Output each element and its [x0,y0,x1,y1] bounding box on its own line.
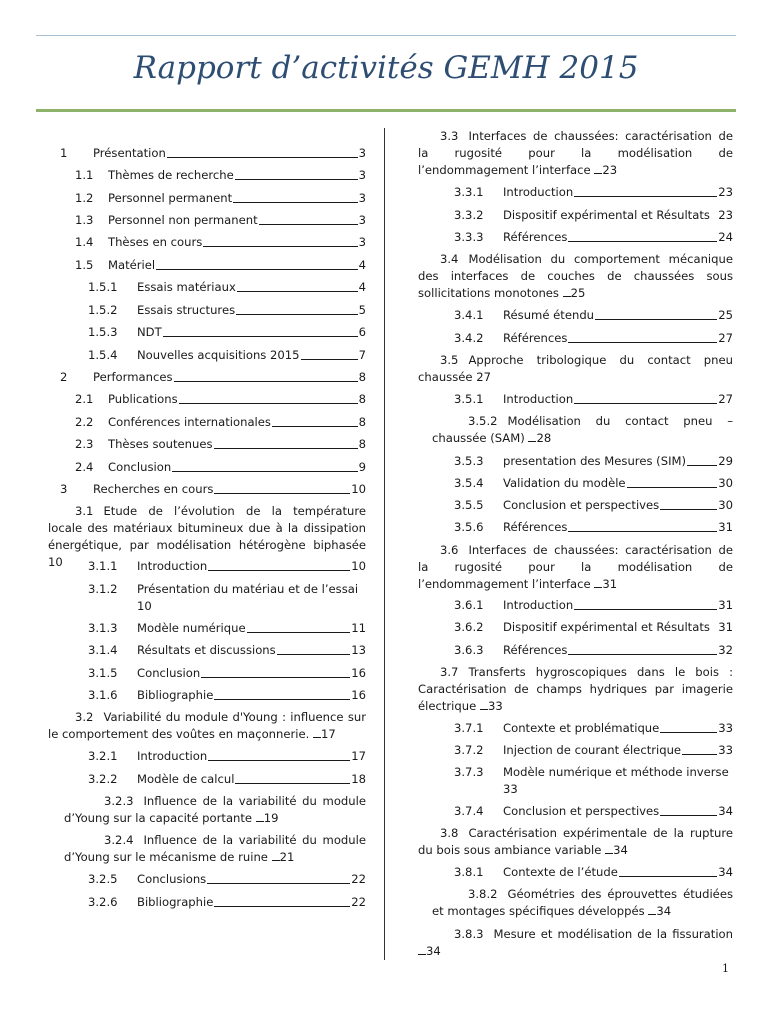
toc-page: 4 [358,280,366,294]
toc-label: Conclusion [108,460,172,474]
toc-leader [480,708,488,710]
toc-number: 3.1.4 [88,643,118,657]
toc-page: 18 [351,772,366,786]
toc-entry[interactable] [48,832,366,866]
toc-page: 27 [718,392,733,406]
toc-label: Références [503,643,568,657]
toc-entry[interactable] [418,475,733,492]
page-number: 1 [722,962,729,975]
toc-number: 3.5.5 [454,498,484,512]
toc-number: 3.5.2 [468,414,498,428]
toc-leader [172,471,357,472]
toc-page: 7 [358,348,366,362]
toc-number: 2.4 [75,460,94,474]
toc-number: 3.7.4 [454,804,484,818]
toc-leader [208,570,350,571]
toc-page: 34 [718,804,733,818]
toc-leader [235,179,358,180]
toc-page: 33 [503,782,518,796]
toc-label: Injection de courant électrique [503,743,682,757]
toc-number: 3 [60,482,68,496]
toc-number: 3.8 [440,826,459,840]
toc-number: 3.3 [440,129,459,143]
toc-label: Nouvelles acquisitions 2015 [137,348,300,362]
toc-page: 24 [718,230,733,244]
toc-label: Références [503,331,568,345]
toc-number: 1 [60,146,68,160]
toc-leader [156,269,357,270]
toc-leader [163,336,358,337]
toc-label: Publications [108,392,178,406]
toc-entry[interactable] [418,519,733,536]
toc-page: 17 [320,727,336,741]
toc-leader [682,754,717,755]
toc-number: 3.6.3 [454,643,484,657]
toc-label: Conclusion et perspectives [503,498,660,512]
toc-leader [418,953,426,955]
toc-entry[interactable] [418,542,733,593]
toc-page: 8 [358,415,366,429]
toc-number: 3.7.3 [454,765,484,779]
toc-label: Interfaces de chaussées: caractérisation de la rugosité pour la modélisation de l’endommagement l’interface [418,543,733,591]
toc-entry[interactable] [418,352,733,386]
toc-entry[interactable] [48,481,366,498]
toc-page: 32 [718,643,733,657]
toc-entry[interactable] [418,642,733,659]
toc-leader [660,509,717,510]
toc-page: 4 [358,258,366,272]
toc-number: 3.8.3 [454,927,484,941]
toc-page: 31 [718,620,733,634]
toc-page: 23 [718,208,733,222]
toc-page: 19 [263,811,279,825]
toc-label: Personnel permanent [108,191,233,205]
toc-number: 1.3 [75,213,94,227]
toc-leader [179,403,358,404]
toc-page: 22 [351,872,366,886]
toc-label: Influence de la variabilité du module d’Young sur le mécanisme de ruine [64,833,366,864]
toc-page: 16 [351,666,366,680]
toc-page: 30 [718,498,733,512]
toc-label: Recherches en cours [93,482,214,496]
toc-label: Transferts hygroscopiques dans le bois : Caractérisation de champs hydriques par imagerie électrique [418,665,733,713]
toc-label: Approche tribologique du contact pneu chaussée [418,353,733,384]
toc-entry[interactable] [48,391,366,408]
toc-entry[interactable] [418,330,733,347]
toc-leader [214,906,350,907]
toc-entry[interactable] [48,871,366,888]
toc-entry[interactable] [418,886,733,920]
toc-label: Introduction [503,392,574,406]
toc-label: Dispositif expérimental et Résultats [503,208,710,222]
toc-entry[interactable] [48,190,366,207]
toc-entry[interactable] [48,581,366,615]
toc-label: Modèle de calcul [137,772,235,786]
toc-entry[interactable] [48,302,366,319]
toc-entry[interactable] [48,558,366,575]
toc-number: 3.1.1 [88,559,118,573]
toc-number: 1.2 [75,191,94,205]
toc-page: 23 [602,163,618,177]
toc-number: 3.1.5 [88,666,118,680]
toc-number: 1.4 [75,235,94,249]
toc-leader [214,699,350,700]
toc-number: 3.1.6 [88,688,118,702]
toc-entry[interactable] [418,391,733,408]
toc-page: 30 [718,476,733,490]
toc-entry[interactable] [418,926,733,960]
toc-leader [203,246,357,247]
toc-leader [568,241,717,242]
toc-page: 10 [48,555,63,569]
toc-leader [574,403,717,404]
toc-page: 8 [358,392,366,406]
toc-entry[interactable] [418,764,733,798]
toc-page: 29 [718,454,733,468]
toc-leader [208,760,350,761]
toc-number: 3.7 [440,665,459,679]
toc-label: Conclusion [137,666,201,680]
toc-entry[interactable] [418,497,733,514]
toc-number: 3.1.3 [88,621,118,635]
toc-label: Résumé étendu [503,308,595,322]
toc-label: Bibliographie [137,895,214,909]
toc-label: Modélisation du contact pneu – chaussée (SAM) [432,414,733,445]
toc-page: 5 [358,303,366,317]
toc-leader [568,531,717,532]
toc-entry[interactable] [48,436,366,453]
toc-page: 22 [351,895,366,909]
toc-label: Thèses soutenues [108,437,213,451]
toc-entry[interactable] [418,229,733,246]
toc-number: 3.4.2 [454,331,484,345]
toc-entry[interactable] [418,720,733,737]
toc-number: 3.1.2 [88,582,118,596]
toc-number: 3.4.1 [454,308,484,322]
page-title: Rapport d’activités GEMH 2015 [133,50,639,86]
toc-label: Modèle numérique et méthode inverse [503,765,729,779]
toc-page: 33 [487,699,503,713]
toc-entry[interactable] [48,642,366,659]
toc-entry[interactable] [48,145,366,162]
toc-label: presentation des Mesures (SIM) [503,454,687,468]
toc-number: 3.2.4 [104,833,134,847]
toc-number: 1.1 [75,168,94,182]
toc-entry[interactable] [48,212,366,229]
toc-number: 2.1 [75,392,94,406]
toc-label: Contexte et problématique [503,721,660,735]
toc-leader [605,852,613,854]
toc-entry[interactable] [48,771,366,788]
toc-page: 31 [718,598,733,612]
toc-leader [619,876,717,877]
toc-number: 3.3.2 [454,208,484,222]
toc-number: 2.3 [75,437,94,451]
toc-page: 25 [570,286,586,300]
toc-label: Contexte de l’étude [503,865,618,879]
toc-page: 21 [279,850,295,864]
toc-page: 3 [358,146,366,160]
toc-leader [627,487,718,488]
toc-page: 27 [718,331,733,345]
toc-label: Conférences internationales [108,415,271,429]
toc-label: Modèle numérique [137,621,246,635]
toc-leader [201,677,350,678]
toc-entry[interactable] [48,620,366,637]
toc-page: 3 [358,213,366,227]
toc-leader [595,319,717,320]
toc-number: 3.5.4 [454,476,484,490]
toc-leader [313,736,321,738]
toc-entry[interactable] [418,742,733,759]
toc-page: 10 [351,482,366,496]
toc-label: Bibliographie [137,688,214,702]
toc-number: 3.3.3 [454,230,484,244]
toc-leader [214,493,350,494]
toc-number: 1.5.4 [88,348,118,362]
toc-entry[interactable] [48,709,366,743]
toc-page: 34 [656,904,672,918]
toc-page: 31 [602,577,618,591]
toc-page: 8 [358,437,366,451]
toc-leader [259,224,358,225]
toc-page: 33 [718,743,733,757]
toc-leader [272,426,358,427]
toc-number: 3.2.1 [88,749,118,763]
toc-label: Références [503,230,568,244]
toc-entry[interactable] [48,665,366,682]
toc-number: 3.3.1 [454,185,484,199]
toc-entry[interactable] [418,207,733,224]
toc-entry[interactable] [48,894,366,911]
toc-label: Thèmes de recherche [108,168,234,182]
toc-leader [687,465,717,466]
toc-entry[interactable] [48,687,366,704]
toc-label: Interfaces de chaussées: caractérisation de la rugosité pour la modélisation de l’endommagement l’interface [418,129,733,177]
toc-number: 2.2 [75,415,94,429]
toc-leader [256,820,264,822]
toc-page: 16 [351,688,366,702]
toc-entry[interactable] [418,413,733,447]
toc-entry[interactable] [48,793,366,827]
toc-label: Présentation [93,146,166,160]
toc-number: 3.6.2 [454,620,484,634]
toc-entry[interactable] [418,803,733,820]
toc-entry[interactable] [48,167,366,184]
toc-number: 3.7.2 [454,743,484,757]
toc-number: 3.7.1 [454,721,484,735]
toc-label: Dispositif expérimental et Résultats [503,620,710,634]
toc-entry[interactable] [418,453,733,470]
toc-label: Variabilité du module d'Young : influence sur le comportement des voûtes en maçonnerie. [48,710,366,741]
toc-entry[interactable] [418,128,733,179]
toc-entry[interactable] [48,234,366,251]
toc-label: Matériel [108,258,156,272]
toc-entry[interactable] [48,324,366,341]
toc-label: Essais matériaux [137,280,236,294]
toc-leader [574,609,717,610]
toc-page: 28 [536,431,552,445]
toc-page: 3 [358,168,366,182]
toc-number: 2 [60,370,68,384]
toc-page: 31 [718,520,733,534]
toc-entry[interactable] [418,825,733,859]
header-rule [36,35,736,36]
toc-label: Modélisation du comportement mécanique des interfaces de couches de chaussées sous sollicitations monotones [418,252,733,300]
toc-label: Introduction [137,749,208,763]
toc-leader [568,654,717,655]
toc-leader [233,202,357,203]
toc-page: 11 [351,621,366,635]
toc-label: NDT [137,325,162,339]
toc-leader [301,359,358,360]
toc-number: 1.5.1 [88,280,118,294]
toc-leader [235,783,350,784]
toc-leader [247,632,351,633]
toc-leader [568,342,717,343]
toc-page: 13 [351,643,366,657]
toc-entry[interactable] [418,251,733,302]
toc-leader [237,291,358,292]
toc-page: 27 [476,370,491,384]
toc-leader [272,859,280,861]
toc-page: 34 [613,843,628,857]
toc-entry[interactable] [418,664,733,715]
toc-page: 23 [718,185,733,199]
toc-leader [660,732,717,733]
toc-page: 34 [718,865,733,879]
toc-leader [660,815,717,816]
toc-entry[interactable] [48,459,366,476]
toc-number: 3.8.1 [454,865,484,879]
toc-leader [574,196,717,197]
toc-page: 3 [358,235,366,249]
toc-entry[interactable] [48,347,366,364]
toc-number: 3.5.1 [454,392,484,406]
toc-leader [236,314,357,315]
toc-leader [214,448,358,449]
toc-label: Essais structures [137,303,236,317]
toc-number: 1.5.3 [88,325,118,339]
toc-label: Introduction [503,185,574,199]
toc-number: 1.5 [75,258,94,272]
toc-number: 3.2.3 [104,794,134,808]
toc-number: 3.1 [75,504,94,518]
toc-label: Introduction [503,598,574,612]
toc-entry[interactable] [48,257,366,274]
toc-entry[interactable] [48,748,366,765]
toc-label: Thèses en cours [108,235,203,249]
toc-number: 3.5.3 [454,454,484,468]
toc-page: 34 [426,944,441,958]
toc-page: 3 [358,191,366,205]
toc-entry[interactable] [418,619,733,636]
title-underline [36,109,736,112]
toc-number: 3.5.6 [454,520,484,534]
toc-label: Personnel non permanent [108,213,258,227]
toc-label: Conclusions [137,872,207,886]
toc-page: 9 [358,460,366,474]
toc-label: Références [503,520,568,534]
toc-label: Caractérisation expérimentale de la rupture du bois sous ambiance variable [418,826,733,857]
toc-number: 3.5 [440,353,459,367]
toc-leader [563,295,571,297]
toc-leader [174,381,358,382]
toc-number: 3.2.5 [88,872,118,886]
toc-label: Géométries des éprouvettes étudiées et montages spécifiques développés [432,887,733,918]
toc-page: 17 [351,749,366,763]
toc-page: 6 [358,325,366,339]
toc-entry[interactable] [418,597,733,614]
toc-leader [277,654,351,655]
toc-label: Mesure et modélisation de la fissuration [493,927,733,941]
toc-page: 25 [718,308,733,322]
toc-entry[interactable] [48,279,366,296]
toc-number: 3.2 [75,710,94,724]
toc-label: Présentation du matériau et de l’essai [137,582,359,596]
toc-leader [207,883,350,884]
toc-entry[interactable] [48,369,366,386]
toc-number: 3.4 [440,252,459,266]
toc-entry[interactable] [418,864,733,881]
toc-page: 33 [718,721,733,735]
toc-page: 8 [358,370,366,384]
toc-number: 3.2.2 [88,772,118,786]
toc-label: Etude de l’évolution de la température locale des matériaux bitumineux due à la dissipation énergétique, par modélisation hétérogène biphasée [48,504,366,552]
toc-page: 10 [137,599,152,613]
toc-number: 3.6.1 [454,598,484,612]
toc-leader [167,157,358,158]
toc-label: Résultats et discussions [137,643,276,657]
toc-entry[interactable] [418,307,733,324]
toc-number: 3.6 [440,543,459,557]
toc-label: Performances [93,370,173,384]
column-divider [384,128,385,960]
toc-entry[interactable] [418,184,733,201]
toc-number: 3.2.6 [88,895,118,909]
toc-entry[interactable] [48,414,366,431]
toc-number: 1.5.2 [88,303,118,317]
toc-label: Conclusion et perspectives [503,804,660,818]
toc-label: Validation du modèle [503,476,626,490]
toc-label: Influence de la variabilité du module d’Young sur la capacité portante [64,794,366,825]
toc-label: Introduction [137,559,208,573]
toc-number: 3.8.2 [468,887,498,901]
toc-page: 10 [351,559,366,573]
